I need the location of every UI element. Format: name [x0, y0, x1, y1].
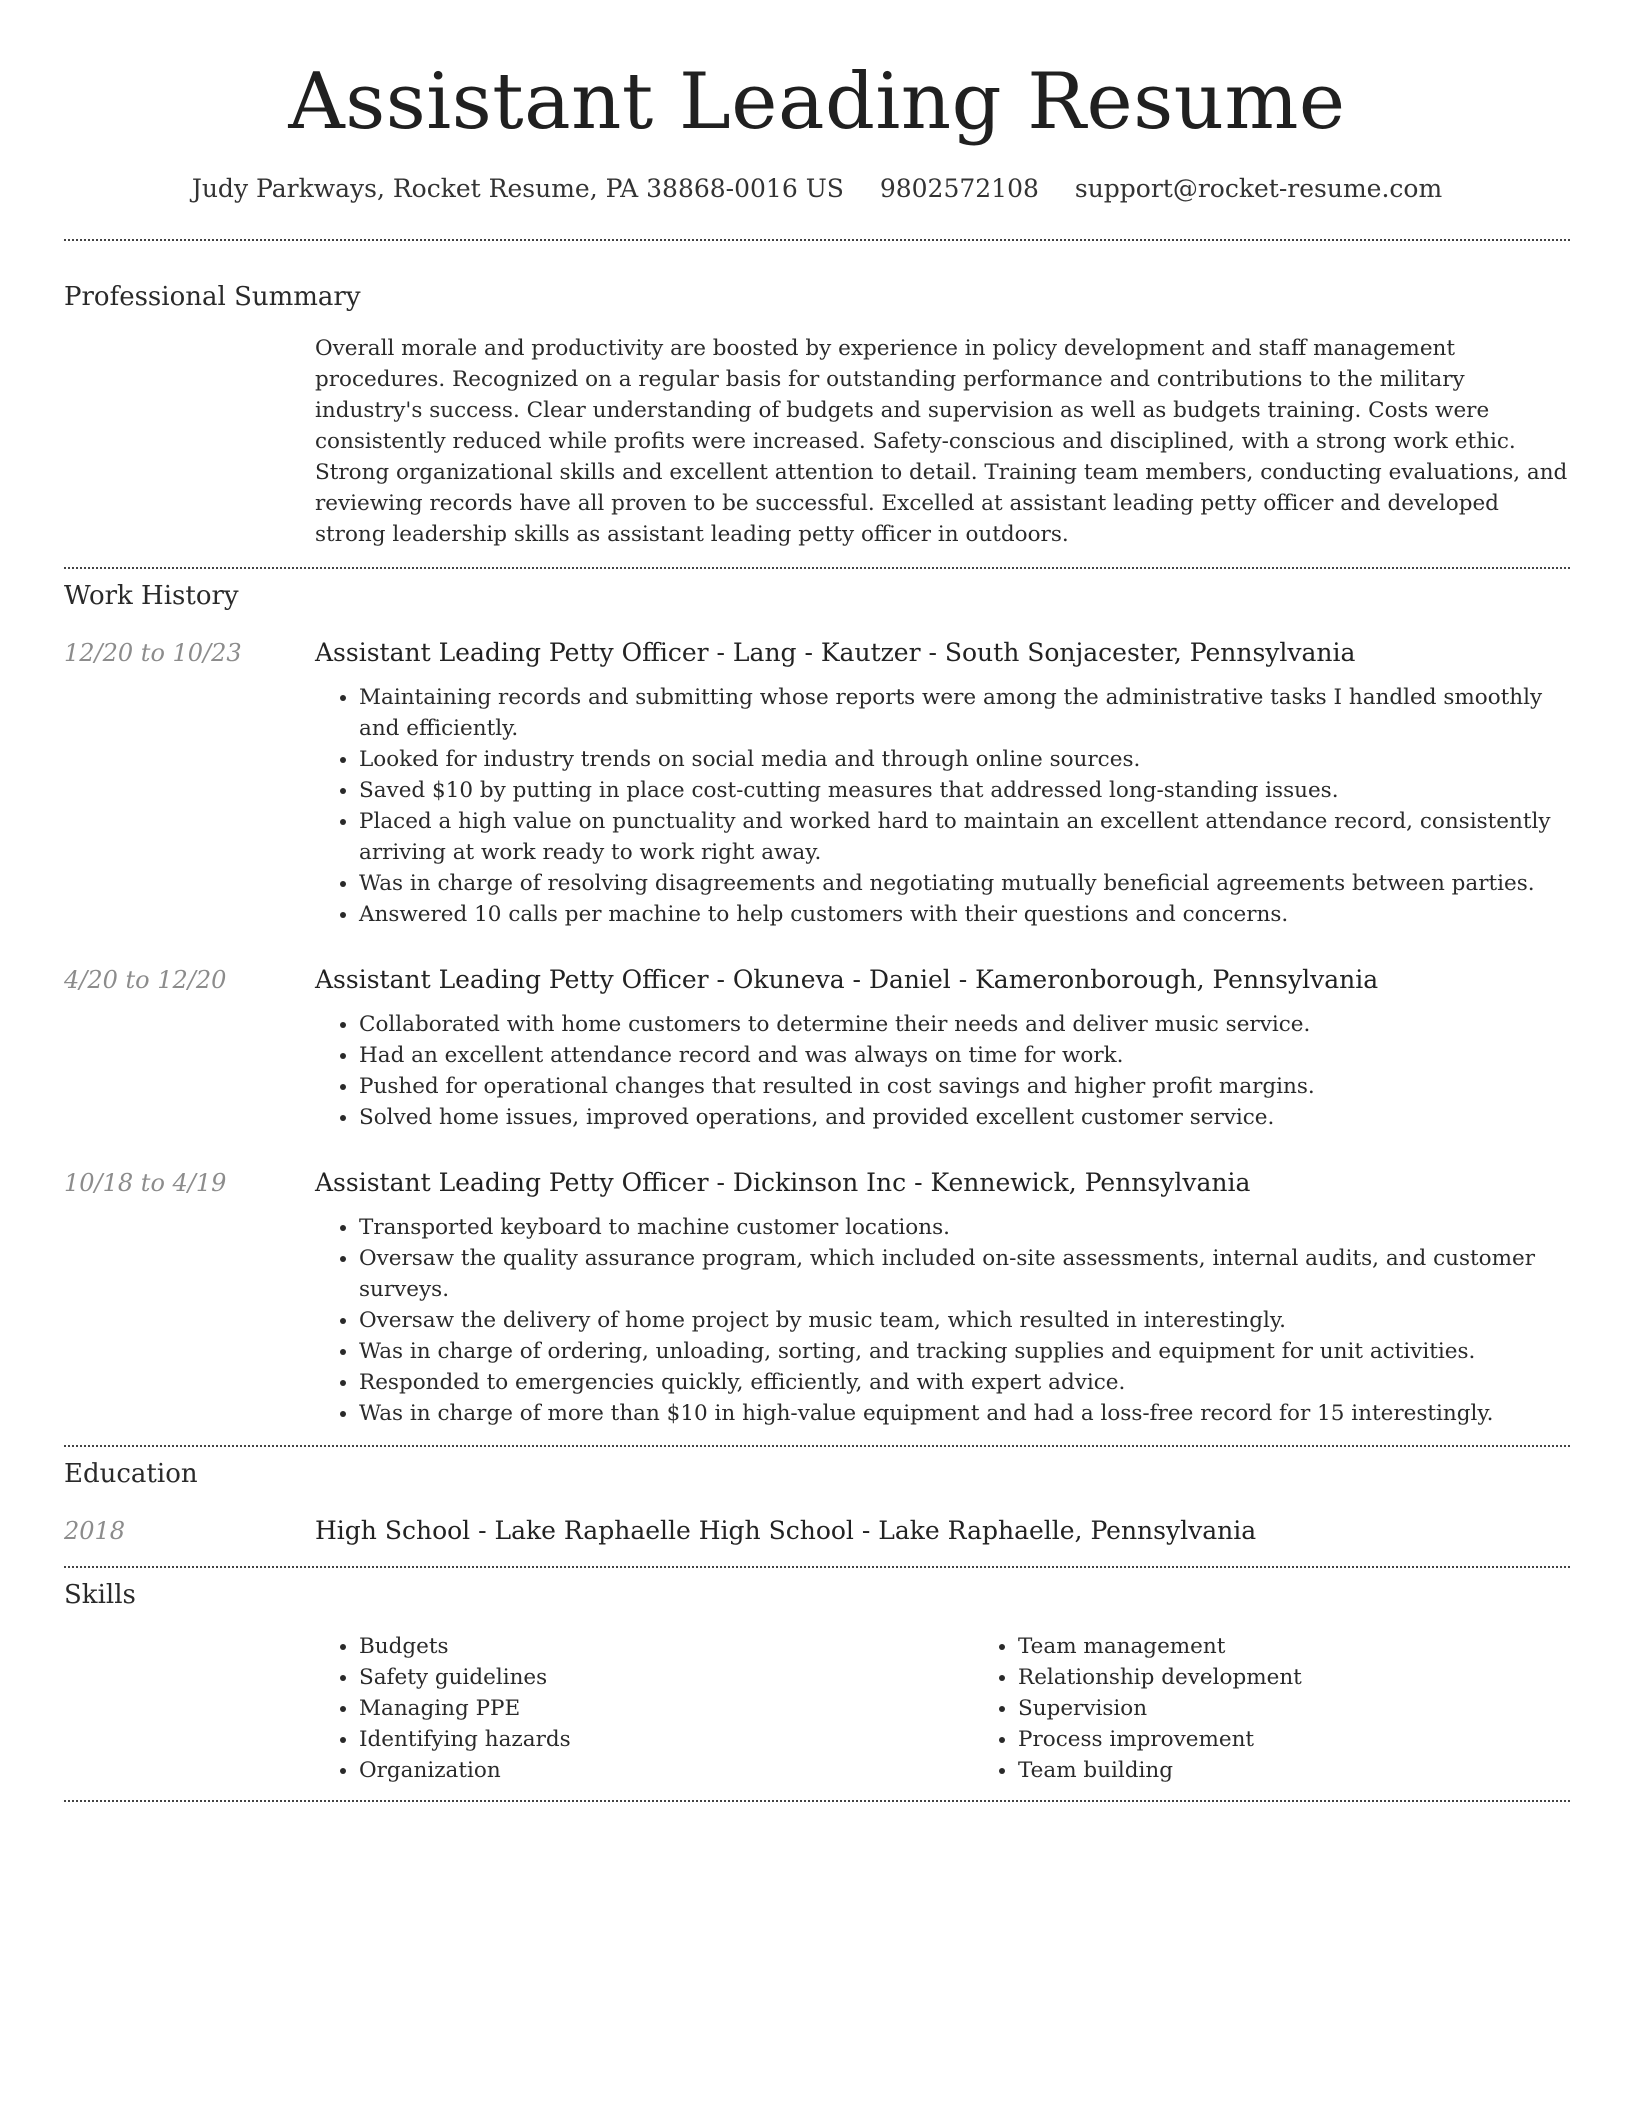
job-entry [64, 636, 1570, 930]
skill-item: • Managing PPE [359, 1693, 974, 1724]
skill-item: • Budgets [359, 1631, 974, 1662]
job-entry [64, 1166, 1570, 1429]
skill-item: • Team building [1018, 1755, 1632, 1786]
skill-item: • Supervision [1018, 1693, 1632, 1724]
skill-item: • Process improvement [1018, 1724, 1632, 1755]
education-heading: Education [64, 1459, 198, 1489]
resume-page [64, 0, 1570, 1802]
summary-heading: Professional Summary [64, 282, 361, 312]
job-bullet: • Oversaw the delivery of home project by music team, which resulted in interestingly. [359, 1305, 1570, 1336]
job-bullet: • Responded to emergencies quickly, efficiently, and with expert advice. [359, 1367, 1570, 1398]
skill-item: • Organization [359, 1755, 974, 1786]
education-year: 2018 [64, 1517, 126, 1545]
job-bullet: • Placed a high value on punctuality and worked hard to maintain an excellent attendance record, consistently arriving at work ready to work right away. [359, 806, 1570, 868]
job-bullets [315, 1212, 1570, 1429]
job-bullet: • Was in charge of ordering, unloading, sorting, and tracking supplies and equipment for unit activities. [359, 1336, 1570, 1367]
job-bullet: • Transported keyboard to machine customer locations. [359, 1212, 1570, 1243]
job-bullets [315, 1009, 1570, 1133]
skill-item: • Relationship development [1018, 1662, 1632, 1693]
work-history-section [64, 569, 1570, 1429]
job-bullet: • Collaborated with home customers to determine their needs and deliver music service. [359, 1009, 1570, 1040]
job-dates: 4/20 to 12/20 [64, 966, 227, 994]
job-title: Assistant Leading Petty Officer - Dickinson Inc - Kennewick, Pennsylvania [315, 1168, 1251, 1197]
skills-list-left [315, 1631, 974, 1786]
job-bullet: • Had an excellent attendance record and was always on time for work. [359, 1040, 1570, 1071]
job-entry [64, 963, 1570, 1133]
resume-title: Assistant Leading Resume [288, 57, 1346, 147]
skills-heading: Skills [64, 1580, 136, 1610]
skills-list-right [974, 1631, 1632, 1786]
job-dates: 12/20 to 10/23 [64, 639, 242, 667]
skills-section [64, 1568, 1570, 1786]
skill-item: • Safety guidelines [359, 1662, 974, 1693]
job-bullet: • Oversaw the quality assurance program, which included on-site assessments, internal audits, and customer surveys. [359, 1243, 1570, 1305]
job-bullet: • Solved home issues, improved operations, and provided excellent customer service. [359, 1102, 1570, 1133]
contact-line [64, 172, 1570, 206]
divider [64, 1800, 1570, 1802]
education-section [64, 1447, 1570, 1548]
job-bullet: • Answered 10 calls per machine to help customers with their questions and concerns. [359, 899, 1570, 930]
contact-email: support@rocket-resume.com [1074, 174, 1443, 203]
skill-item: • Identifying hazards [359, 1724, 974, 1755]
skill-item: • Team management [1018, 1631, 1632, 1662]
job-bullet: • Was in charge of more than $10 in high-value equipment and had a loss-free record for 15 interestingly. [359, 1398, 1570, 1429]
job-bullets [315, 682, 1570, 930]
job-bullet: • Maintaining records and submitting whose reports were among the administrative tasks I handled smoothly and efficiently. [359, 682, 1570, 744]
summary-text: Overall morale and productivity are boosted by experience in policy development and staff management procedures. Recognized on a regular basis for outstanding performance and contributions to the military industry's success. Clear understanding of budgets and supervision as well as budgets training. Costs were consistently reduced while profits were increased. Safety-conscious and disciplined, with a strong work ethic. Strong organizational skills and excellent attention to detail. Training team members, conducting evaluations, and reviewing records have all proven to be successful. Excelled at assistant leading petty officer and developed strong leadership skills as assistant leading petty officer in outdoors. [315, 336, 1568, 547]
contact-address: Judy Parkways, Rocket Resume, PA 38868-0016 US [191, 174, 844, 203]
job-bullet: • Pushed for operational changes that resulted in cost savings and higher profit margins. [359, 1071, 1570, 1102]
job-title: Assistant Leading Petty Officer - Okuneva - Daniel - Kameronborough, Pennsylvania [315, 965, 1379, 994]
work-history-heading: Work History [64, 581, 239, 611]
job-bullet: • Looked for industry trends on social media and through online sources. [359, 744, 1570, 775]
education-entry: High School - Lake Raphaelle High School - Lake Raphaelle, Pennsylvania [315, 1516, 1257, 1545]
job-bullet: • Was in charge of resolving disagreements and negotiating mutually beneficial agreements between parties. [359, 868, 1570, 899]
summary-section [64, 241, 1570, 550]
job-dates: 10/18 to 4/19 [64, 1169, 227, 1197]
job-title: Assistant Leading Petty Officer - Lang - Kautzer - South Sonjacester, Pennsylvania [315, 638, 1356, 667]
job-bullet: • Saved $10 by putting in place cost-cutting measures that addressed long-standing issues. [359, 775, 1570, 806]
contact-phone: 9802572108 [879, 174, 1039, 203]
